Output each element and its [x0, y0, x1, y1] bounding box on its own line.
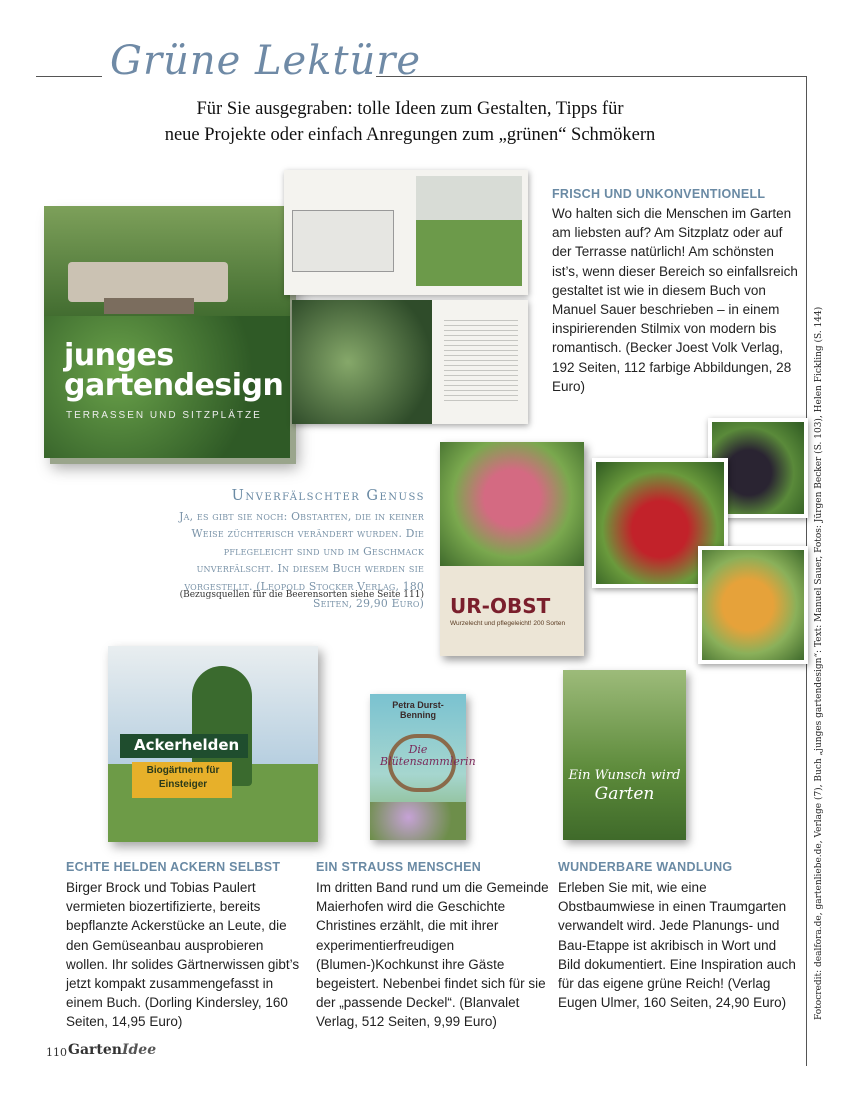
brand-suffix: Idee [121, 1042, 157, 1058]
cover-title: UR-OBST [450, 594, 551, 618]
cover-author: Petra Durst-Benning [392, 700, 444, 720]
cover-title-line-1: Ein Wunsch wird [568, 768, 681, 783]
book-cover-ackerhelden [108, 646, 318, 842]
header-rule-left [36, 76, 102, 77]
text-unverfaelscht: Ja, es gibt sie noch: Obstarten, die in keiner Weise züchterisch verändert wurden. Die pflegeleicht sind und im Geschmack unverfälscht. In diesem Buch werden sie vorgestellt. (Leopold Stocker Verlag, 180 Seiten, 29,90 Euro) [179, 510, 424, 611]
page-title: Grüne Lektüre [110, 38, 422, 84]
cover-title: Die Blütensammlerin [380, 743, 476, 768]
cover-photo-raspberries [440, 442, 584, 566]
caption-wunderbare-wandlung: WUNDERBARE WANDLUNG [558, 860, 733, 874]
book-spread-1 [284, 170, 528, 295]
brand-name: Garten [68, 1042, 122, 1058]
caption-frisch: FRISCH UND UNKONVENTIONELL [552, 187, 766, 201]
page-number: 110 [46, 1046, 67, 1059]
text-frisch: Wo halten sich die Menschen im Garten am liebsten auf? Am Sitzplatz oder auf der Terrasse natürlich! Am schönsten ist’s, wenn dieser Bereich so einfallsreich gestaltet ist wie in diesem Buch von Manuel Sauer beschrieben – in einem inspirierenden Stilmix von modern bis romantisch. (Becker Joest Volk Verlag, 192 Seiten, 112 farbige Abbildungen, 28 Euro) [552, 206, 798, 394]
cover-title-line-2: Garten [594, 784, 655, 804]
intro-line-1: Für Sie ausgegraben: tolle Ideen zum Gestalten, Tipps für [196, 99, 624, 119]
photo-yellow-raspberries [698, 546, 808, 664]
book-cover-junges-gartendesign [44, 206, 290, 458]
book-spread-2 [292, 300, 528, 424]
cover-subtitle: TERRASSEN UND SITZPLÄTZE [66, 410, 262, 421]
cover-subtitle: Biogärtnern für Einsteiger [146, 765, 220, 790]
cover-photo-table [104, 298, 194, 314]
header-rule-right [376, 76, 806, 77]
magazine-brand [68, 1042, 156, 1058]
spread-photo-sail [416, 176, 522, 286]
text-wunderbare-wandlung: Erleben Sie mit, wie eine Obstbaumwiese in einen Traumgarten verwandelt wird. Jede Planungs- und Bau-Etappe ist akribisch in Wort und Bild dokumentiert. Eine Inspiration auch für das eigene grüne Reich! (Verlag Eugen Ulmer, 160 Seiten, 24,90 Euro) [558, 880, 796, 1011]
photo-credits: Fotocredit: dealfora.de, gartenliebe.de, Verlage (7), Buch „junges gartendesign“: Text: Manuel Sauer, Fotos: Jürgen Becker (S. 103), Helen Fickling (S. 144) [814, 306, 824, 1020]
intro-text [60, 96, 760, 148]
caption-echte-helden: ECHTE HELDEN ACKERN SELBST [66, 860, 281, 874]
cover-title: Ackerhelden [134, 736, 240, 754]
cover-subtitle: Wurzelecht und pflegeleicht! 200 Sorten [450, 620, 566, 627]
spread-text-lines [444, 320, 518, 404]
cover-title-line-2: gartendesign [64, 368, 284, 403]
intro-line-2: neue Projekte oder einfach Anregungen zum „grünen“ Schmökern [164, 125, 656, 145]
book-cover-bluetensammlerin [370, 694, 476, 840]
book-cover-ur-obst [440, 442, 584, 656]
cover-title-line-1: junges [64, 338, 174, 373]
book-cover-ein-wunsch-wird-garten [563, 670, 686, 840]
cover-photo-sofa [68, 262, 228, 302]
caption-unverfaelscht: Unverfälschter Genuss [231, 488, 425, 504]
spread-plan-drawing [292, 210, 394, 272]
text-strauss: Im dritten Band rund um die Gemeinde Maierhofen wird die Geschichte Christines erzählt, die mit ihrer experimentierfreudigen (Blumen-)Kochkunst ihre Gäste begeistert. Nebenbei findet sich für sie der „passende Deckel“. (Blanvalet Verlag, 512 Seiten, 9,99 Euro) [316, 880, 549, 1030]
caption-strauss: EIN STRAUSS MENSCHEN [316, 860, 482, 874]
text-echte-helden: Birger Brock und Tobias Paulert vermieten biozertifizierte, bereits bepflanzte Ackerstücke an Leute, die den Gemüseanbau ausprobieren wollen. Ihr solides Gärtnerwissen gibt’s jetzt kompakt zusammengefasst in einem Buch. (Dorling Kindersley, 160 Seiten, 14,95 Euro) [66, 880, 300, 1030]
cover-flowers [370, 802, 466, 840]
spread-photo-terrace [292, 300, 432, 424]
note-bezugsquellen: (Bezugsquellen für die Beerensorten siehe Seite 111) [179, 590, 424, 600]
